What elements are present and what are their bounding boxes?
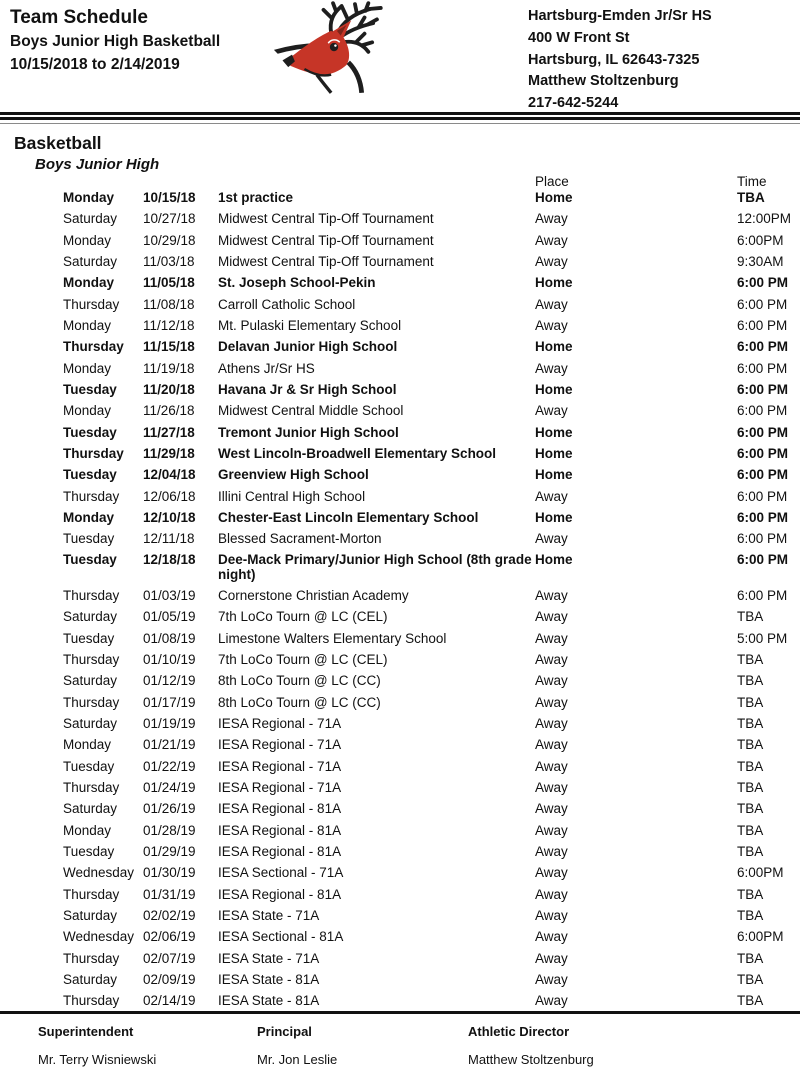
cell-event: IESA Regional - 81A (218, 886, 342, 902)
cell-event: Tremont Junior High School (218, 424, 399, 440)
cell-place: Home (535, 551, 573, 567)
page-title: Team Schedule (10, 7, 148, 28)
cell-day: Tuesday (63, 531, 115, 547)
cell-time: 6:00 PM (737, 509, 789, 525)
cell-date: 01/31/19 (143, 886, 196, 902)
cell-time: 6:00 PM (737, 551, 789, 567)
cell-event: Havana Jr & Sr High School (218, 381, 397, 397)
cell-event: IESA State - 81A (218, 993, 320, 1009)
cell-date: 11/03/18 (143, 253, 195, 269)
cell-place: Away (535, 758, 568, 774)
cell-place: Away (535, 929, 568, 945)
cell-day: Thursday (63, 694, 120, 710)
schedule-row (0, 670, 800, 691)
cell-day: Saturday (63, 673, 118, 689)
schedule-row (0, 422, 800, 443)
cell-place: Away (535, 908, 568, 923)
footer-principal (257, 1024, 337, 1067)
schedule-row (0, 400, 800, 421)
cell-event: IESA State - 71A (218, 908, 320, 923)
cell-day: Monday (63, 822, 112, 838)
cell-day: Saturday (63, 211, 118, 227)
column-header-place: Place (535, 174, 569, 189)
cell-date: 12/04/18 (143, 467, 196, 483)
schedule-row (0, 777, 800, 798)
cell-event: 8th LoCo Tourn @ LC (CC) (218, 694, 381, 710)
cell-day: Thursday (63, 339, 124, 355)
schedule-row (0, 649, 800, 670)
cell-place: Away (535, 780, 568, 796)
cell-date: 10/15/18 (143, 190, 196, 205)
cell-date: 01/03/19 (143, 588, 196, 604)
cell-time: 6:00 PM (737, 360, 788, 376)
cell-event: Cornerstone Christian Academy (218, 588, 409, 604)
season-date-range: 10/15/2018 to 2/14/2019 (10, 56, 180, 73)
cell-event: IESA Regional - 81A (218, 822, 342, 838)
school-name: Hartsburg-Emden Jr/Sr HS (528, 8, 712, 24)
cell-event: IESA Sectional - 81A (218, 929, 344, 945)
cell-place: Away (535, 844, 568, 860)
cell-day: Wednesday (63, 929, 135, 945)
schedule-row (0, 798, 800, 819)
cell-time: TBA (737, 950, 764, 966)
cell-place: Away (535, 950, 568, 966)
cell-time: TBA (737, 673, 764, 689)
footer-person-name: Mr. Jon Leslie (257, 1052, 338, 1067)
cell-place: Away (535, 253, 568, 269)
cell-time: 6:00 PM (737, 403, 788, 419)
cell-time: TBA (737, 737, 764, 753)
schedule-row (0, 187, 800, 208)
cell-day: Tuesday (63, 551, 117, 567)
cell-event: Carroll Catholic School (218, 296, 356, 312)
cell-date: 01/12/19 (143, 673, 196, 689)
cell-date: 01/28/19 (143, 822, 196, 838)
cell-date: 11/19/18 (143, 360, 195, 376)
cell-place: Away (535, 403, 568, 419)
header-right (528, 6, 712, 115)
cell-date: 11/08/18 (143, 296, 195, 312)
cell-event: 8th LoCo Tourn @ LC (CC) (218, 673, 381, 689)
cell-place: Away (535, 886, 568, 902)
cell-day: Saturday (63, 609, 118, 625)
cell-day: Monday (63, 317, 112, 333)
cell-time: 6:00 PM (737, 339, 789, 355)
cell-place: Away (535, 609, 568, 625)
cell-event: IESA State - 71A (218, 950, 320, 966)
school-phone: 217-642-5244 (528, 95, 619, 112)
cell-place: Away (535, 296, 568, 312)
cell-date: 01/30/19 (143, 865, 196, 881)
cell-time: 6:00 PM (737, 275, 789, 291)
cell-date: 11/12/18 (143, 317, 195, 333)
cell-date: 01/21/19 (143, 737, 196, 753)
schedule-row (0, 294, 800, 315)
cell-date: 12/06/18 (143, 488, 196, 504)
cell-event: IESA Regional - 71A (218, 780, 342, 796)
cell-date: 11/05/18 (143, 275, 195, 291)
cell-day: Thursday (63, 296, 120, 312)
cell-event: IESA Regional - 81A (218, 844, 342, 860)
schedule-row (0, 507, 800, 528)
schedule-row (0, 358, 800, 379)
cell-event: IESA Regional - 81A (218, 801, 342, 817)
school-street: 400 W Front St (528, 29, 630, 46)
cell-event: Midwest Central Tip-Off Tournament (218, 253, 434, 269)
cell-event: Dee-Mack Primary/Junior High School (8th grade night) (218, 551, 532, 582)
cell-date: 02/07/19 (143, 950, 196, 966)
cell-event: IESA Sectional - 71A (218, 865, 344, 881)
cell-time: TBA (737, 694, 764, 710)
cell-time: TBA (737, 652, 764, 668)
cell-day: Saturday (63, 971, 118, 987)
cell-date: 01/26/19 (143, 801, 196, 817)
schedule-row (0, 464, 800, 485)
column-header-time: Time (737, 174, 767, 189)
cell-event: Chester-East Lincoln Elementary School (218, 509, 479, 525)
cell-date: 12/10/18 (143, 509, 196, 525)
cell-event: St. Joseph School-Pekin (218, 275, 376, 291)
cell-time: TBA (737, 908, 764, 923)
schedule-row (0, 443, 800, 464)
cell-event: 7th LoCo Tourn @ LC (CEL) (218, 609, 388, 625)
cell-day: Saturday (63, 253, 118, 269)
cell-day: Tuesday (63, 630, 115, 646)
cell-date: 02/06/19 (143, 929, 196, 945)
cell-time: 6:00PM (737, 929, 784, 945)
cell-place: Away (535, 865, 568, 881)
cell-day: Saturday (63, 716, 118, 732)
team-subtitle: Boys Junior High Basketball (10, 33, 221, 50)
cell-place: Home (535, 275, 573, 291)
cell-event: IESA State - 81A (218, 971, 320, 987)
cell-event: Limestone Walters Elementary School (218, 630, 447, 646)
header-left (10, 6, 220, 76)
cell-time: TBA (737, 758, 764, 774)
cell-event: Midwest Central Middle School (218, 403, 404, 419)
cell-event: IESA Regional - 71A (218, 716, 342, 732)
cell-day: Thursday (63, 445, 124, 461)
cell-day: Thursday (63, 780, 120, 796)
schedule-row (0, 208, 800, 229)
cell-time: TBA (737, 886, 764, 902)
school-city-state-zip: Hartsburg, IL 62643-7325 (528, 51, 700, 68)
header-divider-line-3 (0, 123, 800, 124)
cell-place: Away (535, 971, 568, 987)
cell-event: Athens Jr/Sr HS (218, 360, 315, 376)
cell-day: Thursday (63, 950, 120, 966)
cell-date: 02/02/19 (143, 908, 196, 923)
cell-time: TBA (737, 971, 764, 987)
cell-day: Monday (63, 403, 112, 419)
cell-date: 01/08/19 (143, 630, 196, 646)
footer-role-title: Principal (257, 1024, 312, 1039)
cell-time: 5:00 PM (737, 630, 788, 646)
cell-place: Away (535, 488, 568, 504)
cell-date: 02/14/19 (143, 993, 196, 1009)
cell-time: 6:00 PM (737, 317, 788, 333)
cell-time: 6:00PM (737, 865, 784, 881)
cell-day: Saturday (63, 908, 118, 923)
cell-date: 01/19/19 (143, 716, 196, 732)
cell-date: 11/27/18 (143, 424, 195, 440)
cell-place: Away (535, 652, 568, 668)
cell-day: Monday (63, 275, 115, 291)
schedule-row (0, 926, 800, 947)
schedule-row (0, 606, 800, 627)
schedule-row (0, 315, 800, 336)
schedule-row (0, 734, 800, 755)
schedule-row (0, 230, 800, 251)
schedule-row (0, 969, 800, 990)
cell-time: 6:00 PM (737, 424, 789, 440)
cell-day: Monday (63, 737, 112, 753)
cell-event: West Lincoln-Broadwell Elementary School (218, 445, 497, 461)
cell-event: IESA Regional - 71A (218, 737, 342, 753)
footer-role-title: Athletic Director (468, 1024, 570, 1039)
cell-place: Home (535, 467, 573, 483)
schedule-row (0, 628, 800, 649)
sport-heading: Basketball (14, 133, 102, 153)
table-header-row (0, 174, 800, 188)
cell-place: Away (535, 232, 568, 248)
cell-date: 01/05/19 (143, 609, 196, 625)
cell-day: Monday (63, 232, 112, 248)
cell-day: Thursday (63, 652, 120, 668)
cell-place: Home (535, 339, 573, 355)
cell-date: 10/27/18 (143, 211, 196, 227)
footer-superintendent (38, 1024, 156, 1067)
cell-time: 6:00PM (737, 232, 784, 248)
cell-date: 01/17/19 (143, 694, 196, 710)
schedule-row (0, 820, 800, 841)
footer-person-name: Matthew Stoltzenburg (468, 1052, 594, 1067)
cell-date: 02/09/19 (143, 971, 196, 987)
cell-day: Thursday (63, 993, 120, 1009)
schedule-row (0, 272, 800, 293)
cell-time: TBA (737, 993, 764, 1009)
schedule-row (0, 379, 800, 400)
cell-place: Away (535, 630, 568, 646)
cell-place: Away (535, 211, 568, 227)
schedule-row (0, 862, 800, 883)
cell-event: Delavan Junior High School (218, 339, 398, 355)
cell-event: IESA Regional - 71A (218, 758, 342, 774)
cell-event: Greenview High School (218, 467, 369, 483)
cell-time: 6:00 PM (737, 588, 788, 604)
cell-place: Home (535, 381, 573, 397)
cell-place: Away (535, 822, 568, 838)
header-divider-line-2 (0, 117, 800, 120)
cell-place: Away (535, 801, 568, 817)
cell-place: Away (535, 317, 568, 333)
footer-athletic-director (468, 1024, 594, 1067)
cell-time: TBA (737, 190, 765, 205)
schedule-rows (0, 187, 800, 1012)
cell-date: 12/11/18 (143, 531, 195, 547)
school-contact-name: Matthew Stoltzenburg (528, 73, 679, 90)
cell-date: 01/22/19 (143, 758, 196, 774)
cell-place: Away (535, 673, 568, 689)
schedule-row (0, 948, 800, 969)
cell-time: TBA (737, 822, 764, 838)
schedule-row (0, 692, 800, 713)
footer-divider-line (0, 1011, 800, 1014)
cell-time: 6:00 PM (737, 467, 789, 483)
stag-mascot-icon (272, 0, 396, 96)
cell-date: 01/29/19 (143, 844, 196, 860)
cell-day: Wednesday (63, 865, 135, 881)
schedule-row (0, 884, 800, 905)
cell-date: 11/20/18 (143, 381, 195, 397)
cell-place: Away (535, 588, 568, 604)
cell-event: Mt. Pulaski Elementary School (218, 317, 402, 333)
cell-time: TBA (737, 801, 764, 817)
footer-person-name: Mr. Terry Wisniewski (38, 1052, 157, 1067)
schedule-row (0, 585, 800, 606)
cell-place: Home (535, 424, 573, 440)
cell-time: TBA (737, 716, 764, 732)
cell-place: Away (535, 694, 568, 710)
cell-day: Tuesday (63, 844, 115, 860)
schedule-row (0, 756, 800, 777)
cell-day: Tuesday (63, 758, 115, 774)
cell-date: 01/10/19 (143, 652, 196, 668)
schedule-row (0, 841, 800, 862)
schedule-row (0, 251, 800, 272)
cell-day: Tuesday (63, 467, 117, 483)
cell-time: 12:00PM (737, 211, 792, 227)
cell-place: Away (535, 993, 568, 1009)
cell-day: Thursday (63, 588, 120, 604)
cell-time: 9:30AM (737, 253, 784, 269)
cell-time: TBA (737, 844, 764, 860)
cell-day: Monday (63, 509, 115, 525)
cell-place: Away (535, 360, 568, 376)
schedule-row (0, 713, 800, 734)
schedule-row (0, 528, 800, 549)
cell-day: Thursday (63, 886, 120, 902)
cell-date: 11/26/18 (143, 403, 195, 419)
cell-event: Midwest Central Tip-Off Tournament (218, 232, 434, 248)
cell-time: TBA (737, 780, 764, 796)
cell-event: Illini Central High School (218, 488, 366, 504)
cell-date: 11/29/18 (143, 445, 195, 461)
cell-date: 10/29/18 (143, 232, 196, 248)
cell-event: 7th LoCo Tourn @ LC (CEL) (218, 652, 388, 668)
cell-event: Midwest Central Tip-Off Tournament (218, 211, 434, 227)
cell-day: Saturday (63, 801, 118, 817)
cell-day: Monday (63, 190, 115, 205)
footer-role-title: Superintendent (38, 1024, 134, 1039)
schedule-row (0, 550, 800, 586)
cell-day: Tuesday (63, 381, 117, 397)
cell-time: 6:00 PM (737, 381, 789, 397)
cell-date: 11/15/18 (143, 339, 195, 355)
header-divider-line-1 (0, 112, 800, 115)
cell-time: 6:00 PM (737, 445, 789, 461)
cell-time: 6:00 PM (737, 488, 788, 504)
schedule-row (0, 905, 800, 926)
cell-place: Home (535, 509, 573, 525)
cell-place: Away (535, 737, 568, 753)
cell-time: 6:00 PM (737, 296, 788, 312)
cell-event: Blessed Sacrament-Morton (218, 531, 382, 547)
team-heading: Boys Junior High (35, 156, 160, 173)
cell-day: Thursday (63, 488, 120, 504)
cell-place: Home (535, 190, 573, 205)
cell-day: Tuesday (63, 424, 117, 440)
cell-time: 6:00 PM (737, 531, 788, 547)
cell-place: Home (535, 445, 573, 461)
cell-place: Away (535, 531, 568, 547)
cell-time: TBA (737, 609, 764, 625)
schedule-row (0, 336, 800, 357)
cell-event: 1st practice (218, 190, 294, 205)
cell-place: Away (535, 716, 568, 732)
cell-date: 12/18/18 (143, 551, 196, 567)
schedule-row (0, 990, 800, 1011)
cell-day: Monday (63, 360, 112, 376)
cell-date: 01/24/19 (143, 780, 196, 796)
schedule-row (0, 486, 800, 507)
